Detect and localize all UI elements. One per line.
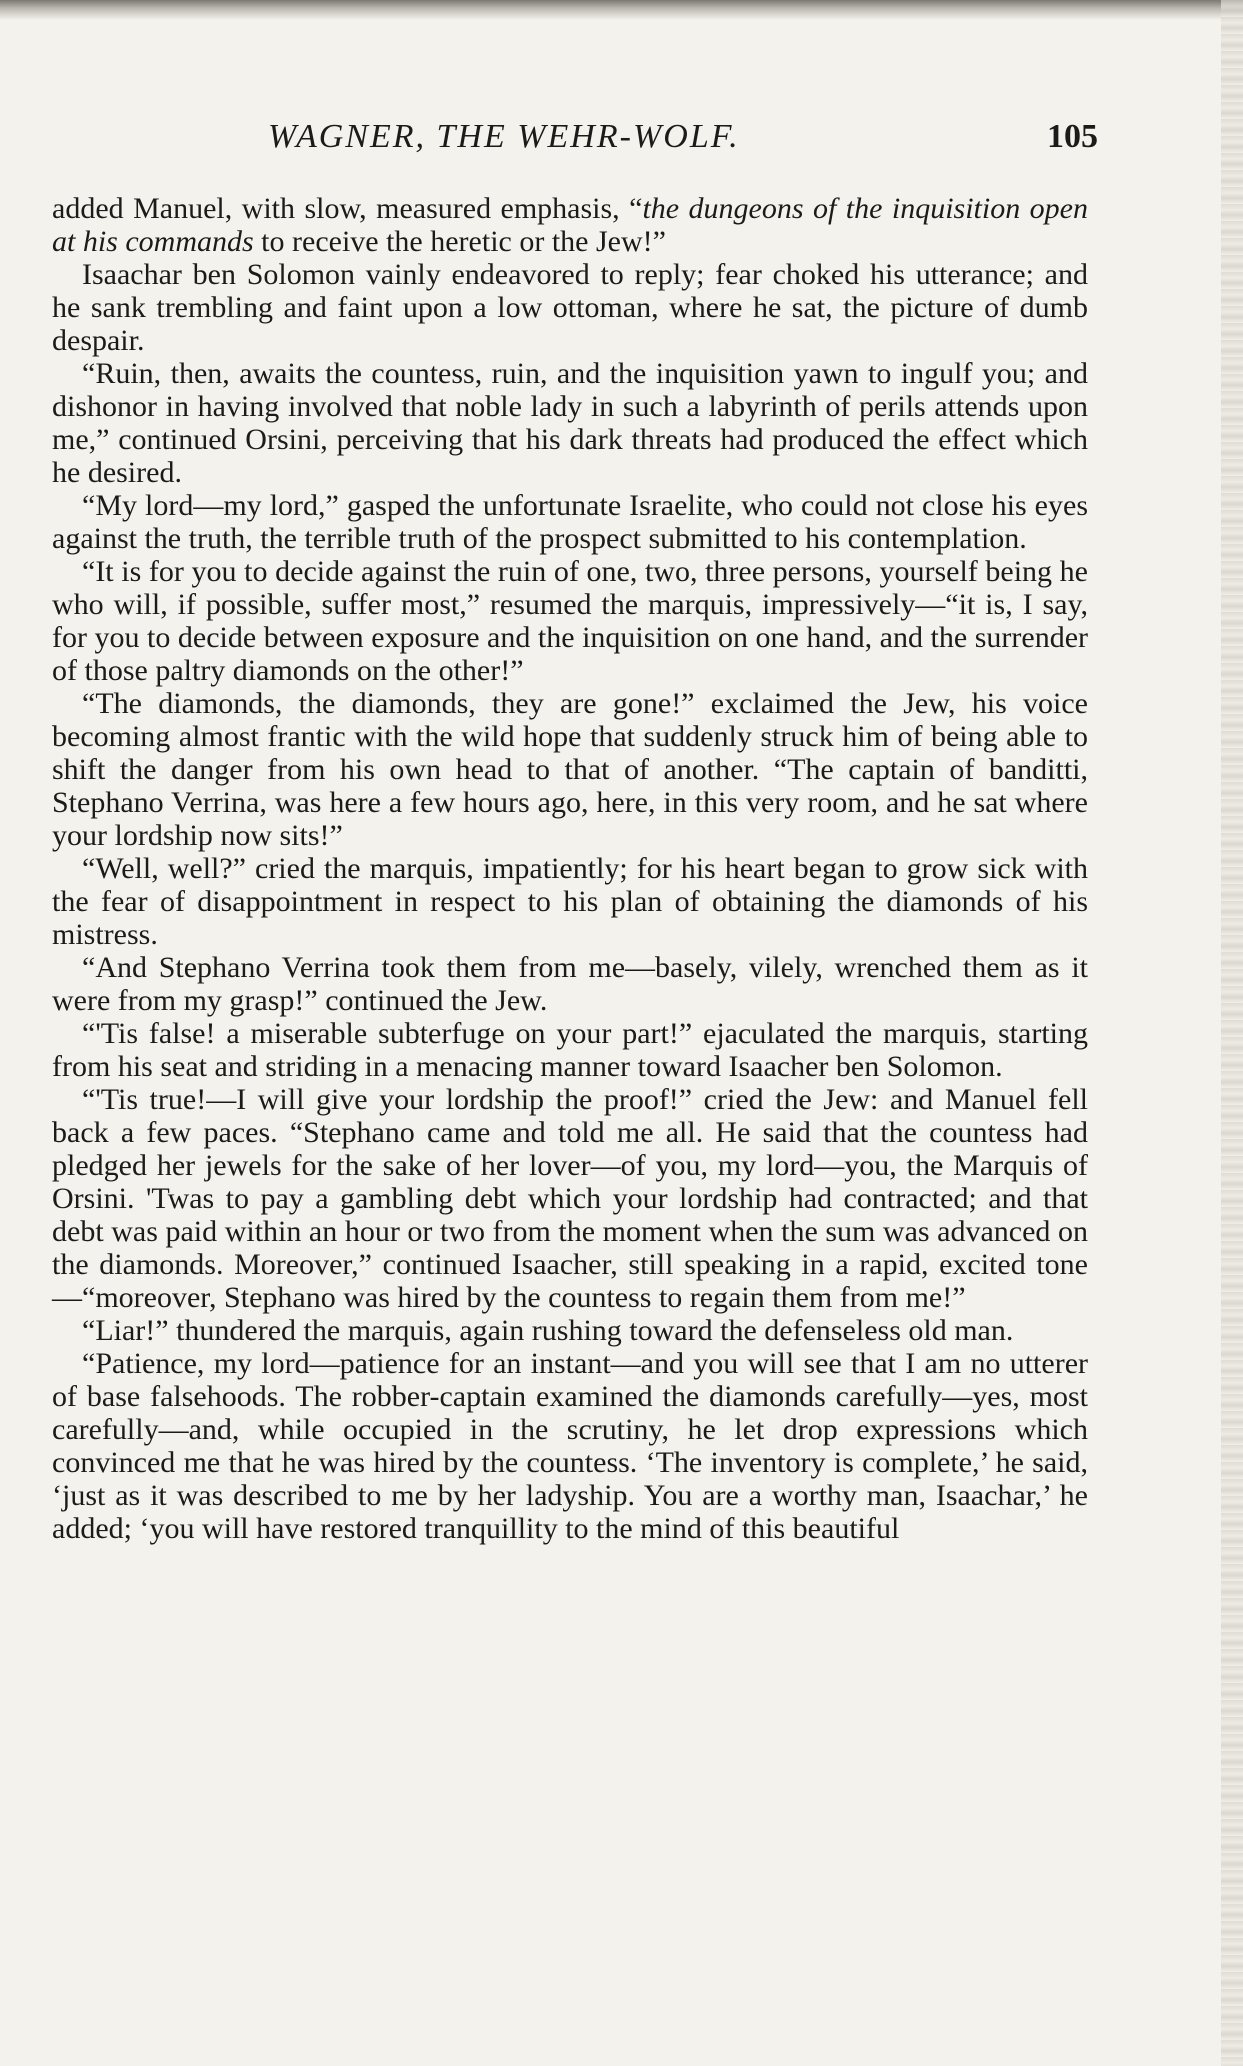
paragraph: “It is for you to decide against the ruin of one, two, three persons, yourself being he who will, if possible, suffer most,” resumed the marquis, impressively—“it is, I say, for you to decide between exposure and the inquisition on one hand, and the surrender of those paltry diamonds on the other!” — [52, 555, 1088, 687]
page-number: 105 — [1047, 118, 1098, 155]
paragraph: “Liar!” thundered the marquis, again rushing toward the defenseless old man. — [82, 1314, 1014, 1347]
page-right-edge — [1221, 0, 1243, 2066]
italic-segment: the dungeons of the inquisition open at his commands — [52, 192, 1088, 258]
text-segment: to receive the heretic or the Jew!” — [253, 225, 666, 258]
text-segment: added Manuel, with slow, measured emphasis, “ — [52, 192, 643, 225]
paragraph: “Ruin, then, awaits the countess, ruin, and the inquisition yawn to ingulf you; and dishonor in having involved that noble lady in such a labyrinth of perils attends upon me,” continued Orsini, perceiving that his dark threats had produced the effect which he desired. — [52, 357, 1088, 489]
running-title: WAGNER, THE WEHR-WOLF. — [268, 118, 740, 155]
page-header — [58, 118, 1098, 168]
page-top-edge — [0, 0, 1243, 20]
paragraph: “My lord—my lord,” gasped the unfortunate Israelite, who could not close his eyes against the truth, the terrible truth of the prospect submitted to his contemplation. — [52, 489, 1088, 555]
paragraph: “Patience, my lord—patience for an instant—and you will see that I am no utterer of base falsehoods. The robber-captain examined the diamonds carefully—yes, most carefully—and, while occupied in the scrutiny, he let drop expressions which convinced me that he was hired by the countess. ‘The inventory is complete,’ he said, ‘just as it was described to me by her ladyship. You are a worthy man, Isaachar,’ he added; ‘you will have restored tranquillity to the mind of this beautiful — [52, 1347, 1088, 1545]
paragraph: “'Tis false! a miserable subterfuge on your part!” ejaculated the marquis, starting from his seat and striding in a menacing manner toward Isaacher ben Solomon. — [52, 1017, 1088, 1083]
paragraph: Isaachar ben Solomon vainly endeavored to reply; fear choked his utterance; and he sank trembling and faint upon a low ottoman, where he sat, the picture of dumb despair. — [52, 258, 1088, 357]
paragraph: “Well, well?” cried the marquis, impatiently; for his heart began to grow sick with the fear of disappointment in respect to his plan of obtaining the diamonds of his mistress. — [52, 852, 1088, 951]
paragraph — [52, 192, 1088, 258]
paragraph: “'Tis true!—I will give your lordship the proof!” cried the Jew: and Manuel fell back a few paces. “Stephano came and told me all. He said that the countess had pledged her jewels for the sake of her lover—of you, my lord—you, the Marquis of Orsini. 'Twas to pay a gambling debt which your lordship had contracted; and that debt was paid within an hour or two from the moment when the sum was advanced on the diamonds. Moreover,” continued Isaacher, still speaking in a rapid, excited tone—“moreover, Stephano was hired by the countess to regain them from me!” — [52, 1083, 1088, 1314]
paragraph: “The diamonds, the diamonds, they are gone!” exclaimed the Jew, his voice becoming almost frantic with the wild hope that suddenly struck him of being able to shift the danger from his own head to that of another. “The captain of banditti, Stephano Verrina, was here a few hours ago, here, in this very room, and he sat where your lordship now sits!” — [52, 687, 1088, 852]
body-text — [52, 192, 1088, 1545]
paragraph: “And Stephano Verrina took them from me—basely, vilely, wrenched them as it were from my grasp!” continued the Jew. — [52, 951, 1088, 1017]
